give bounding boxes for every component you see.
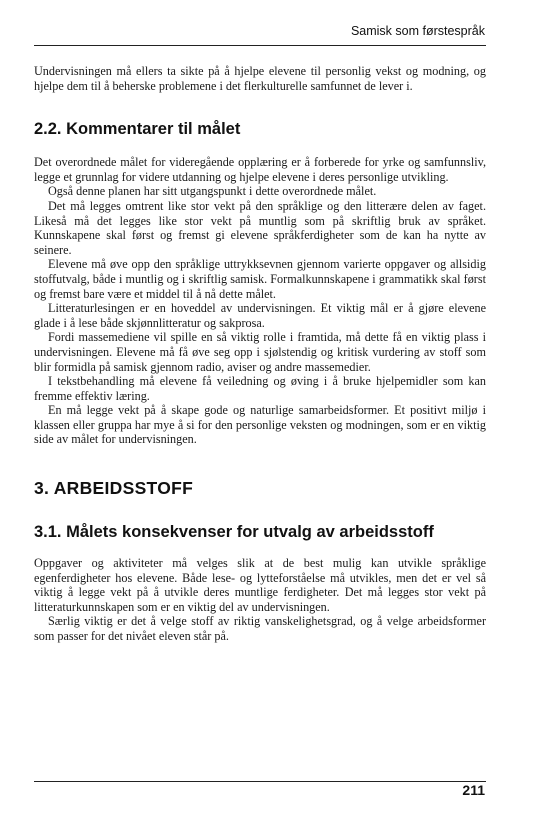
paragraph: Oppgaver og aktiviteter må velges slik at de best mulig kan utvikle språklige egenferdigheter hos elevene. Både lese- og lytteforståelse må utvikles, men det er vel så viktig å legge vekt på å utvikle deres muntlige ferdigheter. Det må legges stor vekt på litteraturkunnskapen som er en viktig del av undervisningen. [34, 556, 486, 614]
intro-paragraph: Undervisningen må ellers ta sikte på å hjelpe elevene til personlig vekst og modning, og hjelpe dem til å beherske problemene i det flerkulturelle samfunnet de lever i. [34, 64, 486, 93]
running-header: Samisk som førstespråk [350, 24, 485, 38]
paragraph: Fordi massemediene vil spille en så viktig rolle i framtida, må dette få en viktig plass i undervisningen. Elevene må få øve seg opp i sjølstendig og kritisk vurdering av stoff som blir formidla på samisk gjennom radio, aviser og andre massemedier. [34, 330, 486, 374]
section-2-2-body [34, 155, 486, 447]
page-number: 211 [462, 782, 485, 798]
paragraph: En må legge vekt på å skape gode og naturlige samarbeidsformer. Et positivt miljø i klassen eller gruppa har mye å si for den personlige veksten og modningen, som er en viktig side av målet for undervisningen. [34, 403, 486, 447]
footer-rule [34, 781, 486, 782]
section-3-heading: 3. ARBEIDSSTOFF [34, 478, 194, 499]
paragraph: Litteraturlesingen er en hoveddel av undervisningen. Et viktig mål er å gjøre elevene glade i å lese både skjønnlitteratur og sakprosa. [34, 301, 486, 330]
section-3-1-heading: 3.1. Målets konsekvenser for utvalg av arbeidsstoff [34, 523, 434, 542]
paragraph: Også denne planen har sitt utgangspunkt i dette overordnede målet. [48, 184, 377, 199]
page-body [34, 64, 486, 644]
header-rule [34, 45, 486, 46]
section-3-1-body [34, 556, 486, 644]
paragraph: Det må legges omtrent like stor vekt på den språklige og den litterære delen av faget. Likeså må det legges like stor vekt på muntlig som på skriftlig bruk av språket. Kunnskapene skal først og fremst gi elevene språkferdigheter som de kan ha nytte av seinere. [34, 198, 486, 257]
paragraph: Elevene må øve opp den språklige uttrykksevnen gjennom varierte oppgaver og allsidig stoffutvalg, både i muntlig og i skriftlig samisk. Formalkunnskapene i grammatikk skal først og fremst bare være et middel til å nå dette målet. [34, 257, 486, 301]
section-2-2-heading: 2.2. Kommentarer til målet [34, 120, 241, 139]
paragraph: Særlig viktig er det å velge stoff av riktig vanskelighetsgrad, og å velge arbeidsformer som passer for det nivået eleven står på. [34, 614, 486, 644]
paragraph: I tekstbehandling må elevene få veiledning og øving i å bruke hjelpemidler som kan fremme effektiv læring. [34, 374, 486, 403]
paragraph: Det overordnede målet for videregående opplæring er å forberede for yrke og samfunnsliv, legge et grunnlag for videre utdanning og hjelpe elevene i deres personlige utvikling. [34, 155, 486, 184]
